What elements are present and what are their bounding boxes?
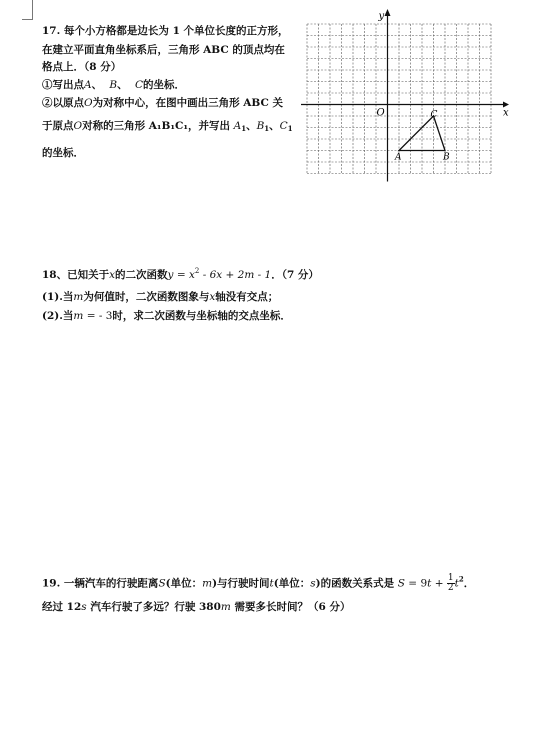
x-axis-label: x	[503, 107, 509, 119]
q17-line4-prefix: ①写出点	[42, 79, 84, 91]
q17-point-b1: B	[256, 120, 265, 132]
q18-p2-rest: 时，求二次函数与坐标轴的交点坐标．	[112, 310, 291, 322]
q19-line2-mid: 汽车行驶了多远？行驶 380	[86, 601, 221, 613]
q18-p1-rest: 为何值时，二次函数图象与	[83, 291, 210, 303]
q18-func-rest: - 6x + 2m - 1	[199, 269, 272, 281]
q19-line1-end: ．	[463, 577, 475, 590]
q17-sep-4: 、	[269, 120, 280, 132]
vertex-b-label: B	[443, 152, 450, 163]
q19-line2	[42, 602, 351, 613]
q17-line4-suffix: 的坐标．	[142, 79, 185, 91]
q18-title	[42, 268, 319, 281]
q18-p2-val: = - 3	[83, 310, 113, 322]
q17-sub-c1: 1	[287, 124, 293, 133]
q19-formula-plus: +	[431, 577, 447, 590]
q18-title-score: ．（7 分）	[271, 269, 319, 281]
q18-p1-m: m	[73, 291, 84, 303]
q18-part2	[42, 311, 291, 322]
vertex-a-label: A	[395, 152, 402, 163]
q17-point-c1: C	[279, 120, 288, 132]
y-axis-label: y	[378, 11, 385, 22]
q18-p2-prefix: (2).当	[42, 310, 74, 322]
q17-point-a1: A	[233, 120, 242, 132]
q17-sep-2: 、	[117, 79, 128, 91]
q17-sub-a1: 1	[241, 124, 247, 133]
q19-s: S	[158, 577, 166, 590]
q17-origin-o-2: O	[73, 120, 83, 132]
q19-unit-s: s	[310, 577, 316, 590]
q18-title-prefix: 18、已知关于	[42, 269, 110, 281]
q19-formula-eq: = 9	[404, 577, 428, 590]
q19-formula-sup: 2	[458, 574, 464, 584]
q19-fraction	[447, 574, 455, 593]
q19-formula-s: S	[397, 577, 405, 590]
q18-part1	[42, 292, 278, 303]
margin-corner-mark	[32, 0, 33, 20]
q18-title-mid: 的二次函数	[115, 269, 168, 281]
q17-line6	[42, 121, 293, 132]
q18-func-eq: =	[173, 269, 189, 281]
q17-line7: 的坐标．	[42, 147, 84, 159]
q17-line4	[42, 80, 185, 91]
q19-line1	[42, 574, 474, 593]
q19-line2-m: m	[220, 601, 231, 613]
q18-p2-m: m	[73, 310, 84, 322]
q19-unit1-open: (单位：	[165, 577, 203, 590]
q19-t: t	[269, 577, 274, 590]
q19-frac-den: 2	[447, 583, 454, 593]
q17-line6-prefix: 于原点	[42, 120, 74, 132]
q17-line3: 格点上．（8 分）	[42, 61, 122, 73]
q19-formula-t2: t	[454, 577, 459, 590]
margin-corner-mark-horizontal	[22, 19, 33, 20]
q19-line2-end: 需要多长时间？（6 分）	[230, 601, 351, 613]
vertex-c-label: C	[430, 110, 438, 120]
q19-unit1-close: )与行驶时间	[212, 577, 270, 590]
q19-unit-m: m	[202, 577, 213, 590]
q17-sub-b1: 1	[264, 124, 270, 133]
q19-unit2-close: )的函数关系式是	[315, 577, 395, 590]
q19-frac-num: 1	[447, 573, 454, 583]
q17-line5-rest: 为对称中心，在图中画出三角形 ABC 关	[92, 97, 283, 109]
q17-sep-3: 、	[246, 120, 257, 132]
q17-point-a: A	[84, 79, 92, 91]
q18-func-x2: x	[188, 269, 195, 281]
q19-line2-s: s	[81, 601, 87, 613]
q19-line1-prefix: 19. 一辆汽车的行驶距离	[42, 577, 159, 590]
q17-point-c: C	[134, 79, 143, 91]
q17-origin-o: O	[84, 97, 93, 109]
q17-line5	[42, 98, 283, 109]
q17-line5-prefix: ②以原点	[42, 97, 84, 109]
q19-line2-prefix: 经过 12	[42, 601, 82, 613]
q17-line6-mid: 对称的三角形 A₁B₁C₁，并写出	[82, 120, 230, 132]
q18-func-sup: 2	[194, 267, 200, 275]
q19-formula-t: t	[427, 577, 432, 590]
q18-p1-prefix: (1).当	[42, 291, 74, 303]
q18-func-y: y	[167, 269, 174, 281]
q17-point-b: B	[109, 79, 118, 91]
y-axis-arrow	[385, 9, 391, 16]
origin-label: O	[376, 107, 385, 119]
coordinate-grid-figure	[296, 8, 516, 198]
q17-line2: 在建立平面直角坐标系后，三角形 ABC 的顶点均在	[42, 44, 285, 56]
q19-unit2-open: (单位：	[273, 577, 311, 590]
q17-sep-1: 、	[91, 79, 103, 91]
q18-p1-end: 轴没有交点；	[215, 291, 279, 303]
q18-p1-x: x	[209, 291, 216, 303]
q18-title-x: x	[109, 269, 116, 281]
q17-line1: 17. 每个小方格都是边长为 1 个单位长度的正方形，	[42, 25, 289, 37]
